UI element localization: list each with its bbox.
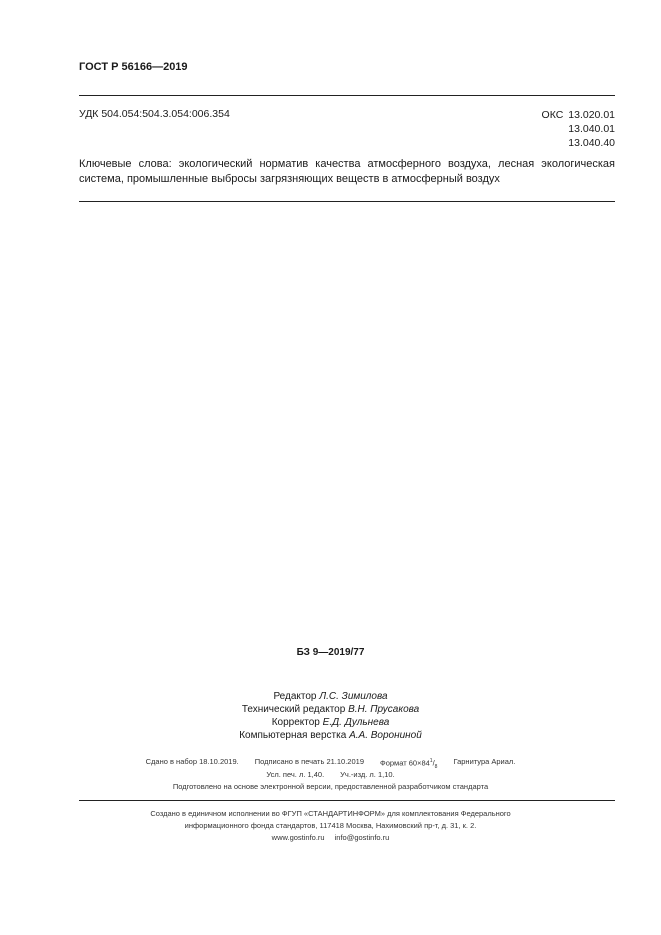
credit-row — [0, 690, 661, 703]
credits-block — [0, 690, 661, 742]
credit-role: Корректор — [271, 717, 320, 728]
bz-number: БЗ 9—2019/77 — [296, 647, 365, 658]
footer-block — [0, 808, 661, 844]
credit-name: Л.С. Зимилова — [319, 691, 388, 702]
oks-row — [450, 108, 615, 122]
prepared-note: Подготовлено на основе электронной версии, предоставленной разработчиком стандарта — [172, 782, 489, 791]
credit-row — [0, 716, 661, 729]
credit-name: В.Н. Прусакова — [348, 704, 420, 715]
credit-role: Редактор — [273, 691, 317, 702]
imprint-format: Формат $60\times 84^1/_8$ — [380, 758, 438, 770]
header-rule — [79, 95, 615, 96]
footer-line: Создано в единичном исполнении во ФГУП «СТАНДАРТИНФОРМ» для комплектования Федерального — [150, 809, 511, 818]
oks-code: 13.040.01 — [568, 123, 615, 135]
oks-block — [450, 108, 615, 150]
udc-code: УДК 504.054:504.3.054:006.354 — [79, 108, 230, 120]
credit-role: Компьютерная верстка — [239, 730, 347, 741]
footer-line: информационного фонда стандартов, 117418 Москва, Нахимовский пр-т, д. 31, к. 2. — [184, 821, 477, 830]
imprint-sheets: Усл. печ. л. 1,40. — [266, 770, 325, 779]
footer-rule — [79, 800, 615, 801]
imprint-row — [0, 755, 661, 768]
format-label: Формат 60×84 — [380, 758, 430, 768]
imprint-row — [0, 768, 661, 781]
imprint-font: Гарнитура Ариал. — [453, 757, 516, 766]
footer-links — [0, 832, 661, 844]
credit-name: Е.Д. Дульнева — [322, 717, 390, 728]
imprint-signed: Подписано в печать 21.10.2019 — [254, 757, 364, 766]
credit-name: А.А. Ворониной — [349, 730, 422, 741]
oks-code: 13.040.40 — [568, 137, 615, 149]
format-denominator: 8 — [434, 764, 438, 770]
imprint-block — [0, 755, 661, 781]
oks-label: ОКС — [541, 109, 564, 121]
keywords-rule — [79, 201, 615, 202]
credit-row — [0, 703, 661, 716]
email-link[interactable]: info@gostinfo.ru — [334, 833, 390, 842]
website-link[interactable]: www.gostinfo.ru — [271, 833, 325, 842]
credit-row — [0, 729, 661, 742]
document-header: ГОСТ Р 56166—2019 — [79, 61, 188, 73]
format-numerator: 1 — [429, 758, 433, 764]
imprint-publ: Уч.-изд. л. 1,10. — [340, 770, 395, 779]
imprint-sent: Сдано в набор 18.10.2019. — [145, 757, 239, 766]
keywords-paragraph: Ключевые слова: экологический норматив качества атмосферного воздуха, лесная экологическая система, промышленные выбросы загрязняющих веществ в атмосферный воздух — [79, 158, 615, 185]
oks-code: 13.020.01 — [568, 109, 615, 121]
credit-role: Технический редактор — [241, 704, 346, 715]
